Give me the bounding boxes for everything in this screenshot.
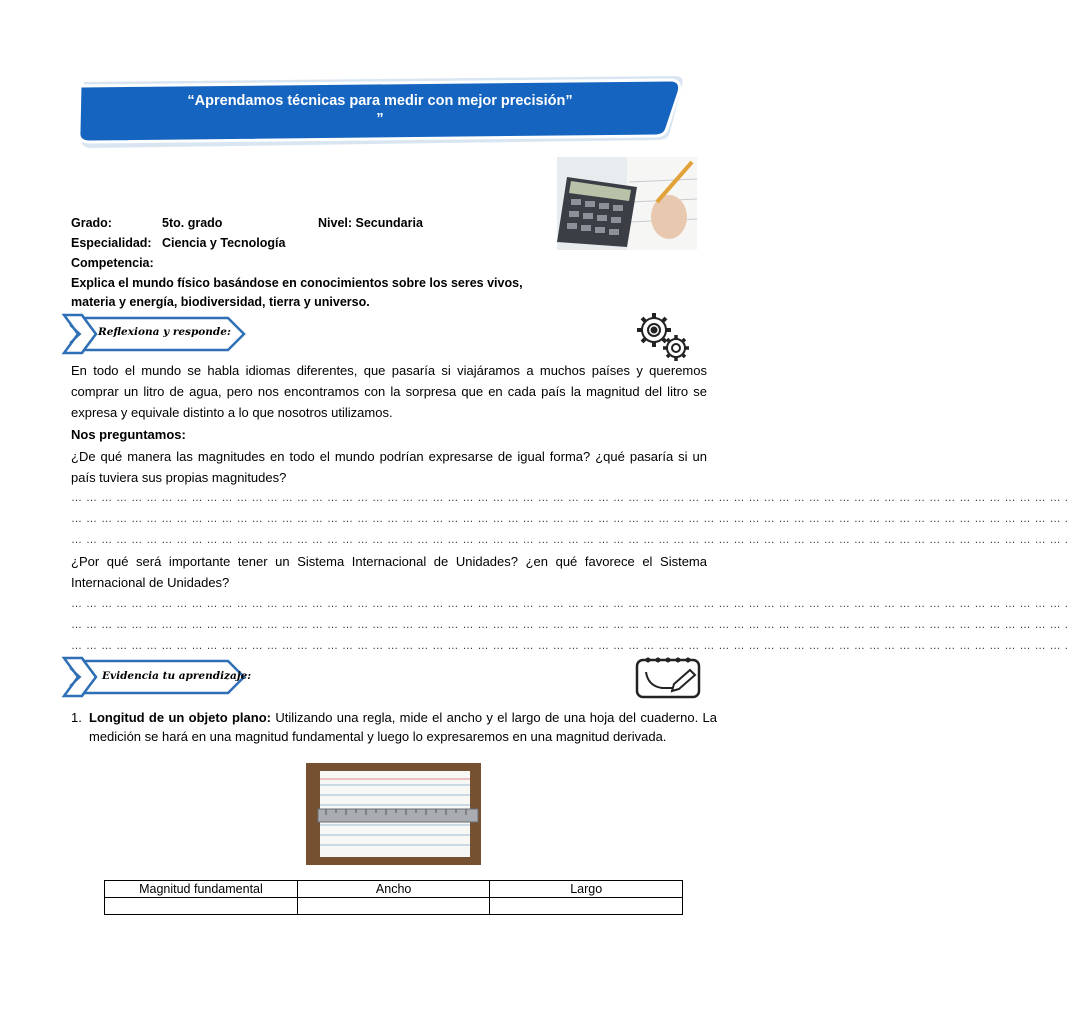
notebook-pencil-icon [634, 654, 702, 700]
especialidad-label: Especialidad: [71, 236, 152, 250]
header-cell: Ancho [297, 881, 490, 898]
answer-line[interactable]: … … … … … … … … … … … … … … … … … … … … … … … … … … … … … … … … … … … … … … … … … … … … … … … … … … … … … … … … … … … … … … … … … … . [71, 492, 1068, 504]
question-1: ¿De qué manera las magnitudes en todo el mundo podrían expresarse de igual forma? ¿qué pasaría si un país tuviera sus propias magnitudes? [71, 449, 707, 485]
answer-line[interactable]: … … … … … … … … … … … … … … … … … … … … … … … … … … … … … … … … … … … … … … … … … … … … … … … … … … … … … … … … … … … … … … … … … … . [71, 640, 1068, 652]
competencia-label: Competencia: [71, 256, 154, 270]
item-1-text [89, 708, 717, 746]
header-cell: Magnitud fundamental [105, 881, 298, 898]
title-line-continued: ” [376, 111, 384, 127]
table-cell[interactable] [105, 898, 298, 915]
question-2: ¿Por qué será importante tener un Sistema Internacional de Unidades? ¿en qué favorece el Sistema Internacional de Unidades? [71, 554, 707, 590]
answer-line[interactable]: … … … … … … … … … … … … … … … … … … … … … … … … … … … … … … … … … … … … … … … … … … … … … … … … … … … … … … … … … … … … … … … … … … . [71, 598, 1068, 610]
section-label-evidencia: Evidencia tu aprendizaje: [102, 670, 252, 682]
header-cell: Largo [490, 881, 683, 898]
item-1-title: Longitud de un objeto plano: [89, 710, 271, 725]
grado-value: 5to. grado [162, 216, 223, 230]
table-header-row [105, 881, 683, 898]
item-number: 1. [71, 710, 82, 725]
answer-line[interactable]: … … … … … … … … … … … … … … … … … … … … … … … … … … … … … … … … … … … … … … … … … … … … … … … … … … … … … … … … … … … … … … … … … … . [71, 513, 1068, 525]
calculator-photo [557, 157, 697, 250]
table-row [105, 898, 683, 915]
questions-heading: Nos preguntamos: [71, 427, 186, 442]
ruler-photo [306, 763, 481, 865]
table-cell[interactable] [490, 898, 683, 915]
gears-icon [632, 310, 692, 364]
measurement-table [104, 880, 683, 915]
table-cell[interactable] [297, 898, 490, 915]
competencia-text: Explica el mundo físico basándose en conocimientos sobre los seres vivos, materia y energía, biodiversidad, tierra y universo. [71, 276, 523, 309]
page-title [120, 92, 640, 128]
item-1-body: Utilizando una regla, mide el ancho y el largo de una hoja del cuaderno. La medición se hará en una magnitud fundamental y luego lo expresaremos en una magnitud derivada. [89, 710, 717, 744]
answer-line[interactable]: … … … … … … … … … … … … … … … … … … … … … … … … … … … … … … … … … … … … … … … … … … … … … … … … … … … … … … … … … … … … … … … … … … . [71, 534, 1068, 546]
grado-label: Grado: [71, 216, 112, 230]
section-label-reflexiona: Reflexiona y responde: [98, 326, 231, 338]
title-line: “Aprendamos técnicas para medir con mejor precisión” [187, 93, 573, 109]
especialidad-value: Ciencia y Tecnología [162, 236, 286, 250]
nivel-text: Nivel: Secundaria [318, 216, 423, 230]
intro-paragraph: En todo el mundo se habla idiomas diferentes, que pasaría si viajáramos a muchos países y queremos comprar un litro de agua, pero nos encontramos con la sorpresa que en cada país la magnitud del litro se expresa y equivale distinto a lo que nosotros utilizamos. [71, 363, 707, 420]
answer-line[interactable]: … … … … … … … … … … … … … … … … … … … … … … … … … … … … … … … … … … … … … … … … … … … … … … … … … … … … … … … … … … … … … … … … … … . [71, 619, 1068, 631]
